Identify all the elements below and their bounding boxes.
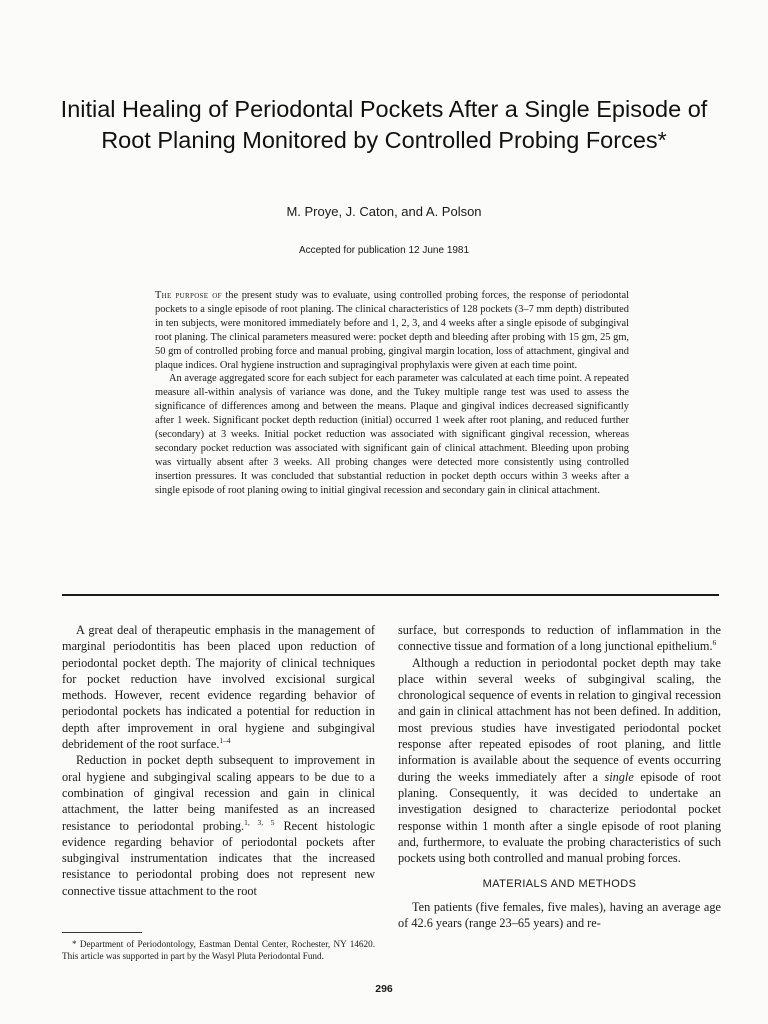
footnote-divider: [62, 932, 142, 933]
body-text: Although a reduction in periodontal pocket depth may take place within several weeks of subgingival scaling, the chronological sequence of events in relation to gingival recession and gain in clinical attachment has not been defined. In addition, most previous studies have investigated periodontal pocket response after repeated episodes of root planing, and little information is available about the sequence of events occurring during the weeks immediately after a: [398, 655, 721, 784]
body-text: Recent histologic evidence regarding behavior of periodontal pockets after subgingival instrumentation indicates that the increased resistance to periodontal probing does not represent new connective tissue attachment to the root: [62, 818, 375, 898]
body-text: A great deal of therapeutic emphasis in the management of marginal periodontitis has been placed upon reduction of periodontal pocket depth. The majority of clinical techniques for pocket reduction have involved excisional surgical methods. However, recent evidence regarding behavior of periodontal pockets has indicated a potential for reduction in depth after improvement in oral hygiene and subgingival debridement of the root surface.: [62, 623, 375, 752]
abstract-paragraph-2: An average aggregated score for each subject for each parameter was calculated at each time point. A repeated measure all-within analysis of variance was done, and the Tukey multiple range test was used to assess the significance of differences among and between the means. Plaque and gingival indices decreased significantly after 1 week. Significant pocket depth reduction (initial) occurred 1 week after root planing, and reduced further (secondary) at 3 weeks. Initial pocket reduction was associated with significant gingival recession, whereas secondary pocket reduction was associated with significant gain of clinical attachment. Bleeding upon probing was virtually absent after 3 weeks. All probing changes were detected more consistently using controlled insertion pressures. It was concluded that substantial reduction in pocket depth occurs within 3 weeks after a single episode of root planing owing to initial gingival recession and secondary gain in clinical attachment.: [155, 373, 629, 496]
author-list: M. Proye, J. Caton, and A. Polson: [286, 204, 482, 219]
body-paragraph: [398, 655, 721, 867]
body-text: Reduction in pocket depth subsequent to improvement in oral hygiene and subgingival scaling appears to be due to a combination of gingival recession and gain in clinical attachment, the latter being manifested as an increased resistance to periodontal probing.: [62, 753, 375, 833]
abstract-paragraph-1: [155, 289, 629, 372]
body-text: surface, but corresponds to reduction of inflammation in the connective tissue and formation of a long junctional epithelium.: [398, 623, 721, 654]
body-paragraph: [62, 622, 375, 752]
section-divider: [62, 594, 719, 596]
abstract-lead-smallcaps: The purpose of: [155, 290, 222, 301]
body-left-column: [62, 622, 375, 899]
body-paragraph: Ten patients (five females, five males), having an average age of 42.6 years (range 23–65 years) and re-: [398, 899, 721, 931]
citation-superscript: 1, 3, 5: [244, 817, 275, 827]
acceptance-date: Accepted for publication 12 June 1981: [298, 245, 470, 256]
body-text: episode of root planing. Consequently, it was decided to undertake an investigation designed to characterize periodontal pocket response within 1 month after a single episode of root planing and, furthermore, to evaluate the probing characteristics of such pockets using both controlled and manual probing forces.: [398, 769, 721, 866]
abstract: [155, 289, 629, 498]
page-number: 296: [375, 983, 393, 995]
citation-superscript: 1–4: [219, 736, 231, 746]
body-right-column: [398, 622, 721, 931]
emphasis-text: single: [604, 769, 634, 784]
section-heading: MATERIALS AND METHODS: [482, 878, 637, 891]
body-paragraph-continued: [398, 622, 721, 655]
abstract-p1-text: the present study was to evaluate, using controlled probing forces, the response of periodontal pockets to a single episode of root planing. The clinical characteristics of 128 pockets (3–7 mm depth) distributed in ten subjects, were monitored immediately before and 1, 2, 3, and 4 weeks after a single episode of subgingival root planing. The clinical parameters measured were: pocket depth and bleeding after probing with 15 gm, 25 gm, 50 gm of controlled probing force and manual probing, gingival margin location, loss of attachment, gingival and plaque indices. Oral hygiene instruction and supragingival prophylaxis were given at each time point.: [155, 290, 629, 371]
article-title: Initial Healing of Periodontal Pockets After a Single Episode of Root Planing Monitored by Controlled Probing Forces*: [60, 96, 708, 153]
body-paragraph: [62, 752, 375, 899]
footnote: [62, 938, 375, 963]
footnote-text: * Department of Periodontology, Eastman Dental Center, Rochester, NY 14620. This article was supported in part by the Wasyl Pluta Periodontal Fund.: [62, 939, 375, 962]
citation-superscript: 6: [712, 638, 717, 648]
